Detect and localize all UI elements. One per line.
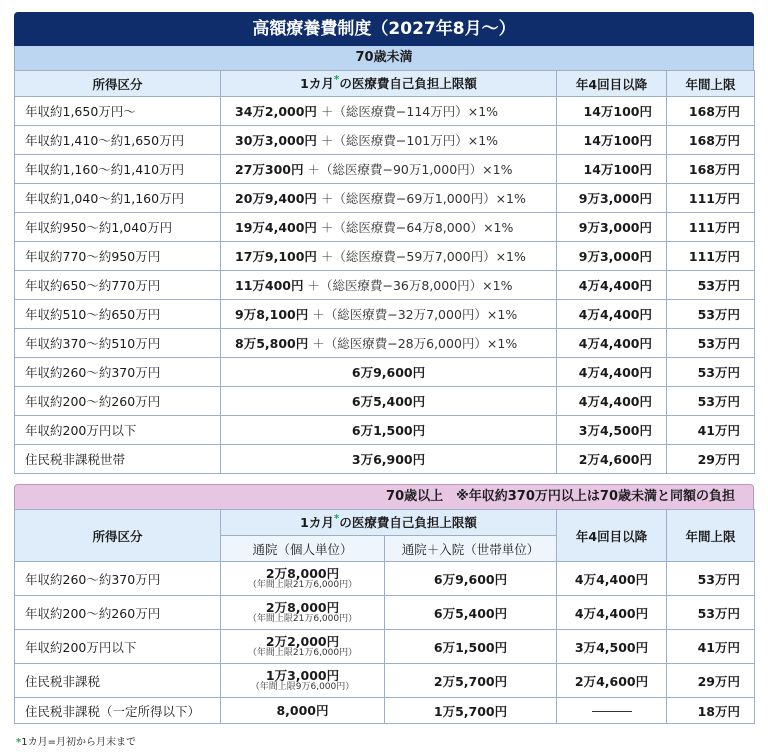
outpatient-annual-note: （年間上限21万6,000円）	[247, 648, 358, 658]
annual-limit: 53万円	[667, 562, 755, 596]
limit-amount: 8万5,800円	[235, 336, 309, 351]
outpatient-cell	[221, 596, 385, 630]
limit-amount: 30万3,000円	[235, 133, 317, 148]
outpatient-cell	[221, 630, 385, 664]
fourth-time-amount: 3万4,500円	[557, 630, 667, 664]
limit-formula: ＋（総医療費−114万円）×1%	[320, 104, 499, 119]
income-category: 年収約950〜約1,040万円	[15, 213, 221, 242]
footnote-asterisk: *	[16, 737, 22, 748]
fourth-time-amount: 4万4,400円	[557, 596, 667, 630]
limit-amount: 19万4,400円	[235, 220, 317, 235]
limit-table-container	[14, 12, 754, 724]
table-row	[15, 300, 755, 329]
header-category: 所得区分	[15, 71, 221, 97]
table-row	[15, 97, 755, 126]
fourth-time-amount: 4万4,400円	[557, 329, 667, 358]
header-outpatient-inpatient: 通院＋入院（世帯単位）	[385, 536, 557, 562]
income-category: 年収約650〜約770万円	[15, 271, 221, 300]
fourth-time-amount: 2万4,600円	[557, 664, 667, 698]
not-applicable-dash	[592, 711, 632, 712]
annual-limit: 53万円	[667, 358, 755, 387]
annual-limit: 111万円	[667, 242, 755, 271]
under70-band: 70歳未満	[14, 46, 754, 70]
table-row	[15, 242, 755, 271]
fourth-time-amount: 14万100円	[557, 155, 667, 184]
header-annual-limit: 年間上限	[667, 510, 755, 562]
fourth-time-amount: 9万3,000円	[557, 184, 667, 213]
income-category: 年収約1,650万円〜	[15, 97, 221, 126]
income-category: 年収約260〜約370万円	[15, 358, 221, 387]
outpatient-cell	[221, 664, 385, 698]
limit-amount: 20万9,400円	[235, 191, 317, 206]
limit-amount: 11万400円	[235, 278, 304, 293]
income-category: 年収約200〜約260万円	[15, 387, 221, 416]
limit-amount: 6万1,500円	[221, 416, 557, 445]
header-monthly-limit: 1カ月*の医療費自己負担上限額	[221, 510, 557, 536]
header-fourth-time: 年4回目以降	[557, 510, 667, 562]
limit-formula: ＋（総医療費−36万8,000円）×1%	[307, 278, 513, 293]
limit-formula: ＋（総医療費−28万6,000円）×1%	[312, 336, 518, 351]
table-row	[15, 155, 755, 184]
limit-amount: 6万5,400円	[221, 387, 557, 416]
table-row	[15, 387, 755, 416]
header-category: 所得区分	[15, 510, 221, 562]
outpatient-annual-note: （年間上限9万6,000円）	[250, 682, 355, 692]
annual-limit: 168万円	[667, 126, 755, 155]
outpatient-amount: 1万3,000円	[265, 668, 340, 683]
annual-limit: 53万円	[667, 329, 755, 358]
annual-limit: 53万円	[667, 387, 755, 416]
limit-formula: ＋（総医療費−90万1,000円）×1%	[307, 162, 513, 177]
annual-limit: 41万円	[667, 630, 755, 664]
monthly-limit-cell	[221, 126, 557, 155]
table-row	[15, 184, 755, 213]
limit-amount: 3万6,900円	[221, 445, 557, 474]
outpatient-amount: 8,000円	[276, 703, 329, 718]
footnote: *1カ月=月初から月末まで	[16, 737, 136, 748]
monthly-limit-cell	[221, 97, 557, 126]
fourth-time-amount: 9万3,000円	[557, 242, 667, 271]
page-title: 高額療養費制度（2027年8月〜）	[14, 12, 754, 46]
combined-amount: 1万5,700円	[385, 698, 557, 724]
income-category: 年収約1,040〜約1,160万円	[15, 184, 221, 213]
outpatient-annual-note: （年間上限21万6,000円）	[247, 580, 358, 590]
header-monthly-limit: 1カ月*の医療費自己負担上限額	[221, 71, 557, 97]
under70-table	[14, 70, 755, 474]
annual-limit: 168万円	[667, 155, 755, 184]
limit-amount: 17万9,100円	[235, 249, 317, 264]
monthly-limit-cell	[221, 271, 557, 300]
monthly-limit-cell	[221, 184, 557, 213]
income-category: 年収約1,160〜約1,410万円	[15, 155, 221, 184]
monthly-limit-cell	[221, 300, 557, 329]
limit-amount: 27万300円	[235, 162, 304, 177]
monthly-limit-cell	[221, 329, 557, 358]
monthly-limit-cell	[221, 242, 557, 271]
annual-limit: 53万円	[667, 271, 755, 300]
outpatient-annual-note: （年間上限21万6,000円）	[247, 614, 358, 624]
fourth-time-amount: 4万4,400円	[557, 387, 667, 416]
annual-limit: 29万円	[667, 445, 755, 474]
income-category: 年収約260〜約370万円	[15, 562, 221, 596]
annual-limit: 53万円	[667, 596, 755, 630]
over70-table	[14, 509, 755, 724]
annual-limit: 53万円	[667, 300, 755, 329]
table-row	[15, 562, 755, 596]
table-row	[15, 445, 755, 474]
income-category: 年収約1,410〜約1,650万円	[15, 126, 221, 155]
table-row	[15, 329, 755, 358]
combined-amount: 6万9,600円	[385, 562, 557, 596]
monthly-limit-cell	[221, 155, 557, 184]
fourth-time-amount: 9万3,000円	[557, 213, 667, 242]
fourth-time-amount: 2万4,600円	[557, 445, 667, 474]
outpatient-amount: 2万8,000円	[265, 600, 340, 615]
annual-limit: 168万円	[667, 97, 755, 126]
fourth-time-amount: 3万4,500円	[557, 416, 667, 445]
table-row	[15, 664, 755, 698]
outpatient-cell	[221, 562, 385, 596]
fourth-time-amount: 4万4,400円	[557, 300, 667, 329]
income-category: 住民税非課税（一定所得以下）	[15, 698, 221, 724]
fourth-time-amount: 4万4,400円	[557, 271, 667, 300]
limit-formula: ＋（総医療費−59万7,000円）×1%	[320, 249, 526, 264]
over70-band: 70歳以上 ※年収約370万円以上は70歳未満と同額の負担	[14, 484, 754, 509]
monthly-limit-cell	[221, 213, 557, 242]
outpatient-amount: 2万2,000円	[265, 634, 340, 649]
annual-limit: 18万円	[667, 698, 755, 724]
annual-limit: 29万円	[667, 664, 755, 698]
fourth-time-cell	[557, 698, 667, 724]
limit-amount: 34万2,000円	[235, 104, 317, 119]
table-row	[15, 213, 755, 242]
fourth-time-amount: 4万4,400円	[557, 358, 667, 387]
limit-formula: ＋（総医療費−69万1,000円）×1%	[320, 191, 526, 206]
table-row	[15, 630, 755, 664]
fourth-time-amount: 14万100円	[557, 126, 667, 155]
header-annual-limit: 年間上限	[667, 71, 755, 97]
income-category: 住民税非課税世帯	[15, 445, 221, 474]
table-row	[15, 358, 755, 387]
annual-limit: 111万円	[667, 184, 755, 213]
outpatient-cell	[221, 698, 385, 724]
combined-amount: 6万5,400円	[385, 596, 557, 630]
combined-amount: 2万5,700円	[385, 664, 557, 698]
income-category: 年収約770〜約950万円	[15, 242, 221, 271]
income-category: 住民税非課税	[15, 664, 221, 698]
income-category: 年収約510〜約650万円	[15, 300, 221, 329]
table-row	[15, 126, 755, 155]
limit-amount: 6万9,600円	[221, 358, 557, 387]
annual-limit: 111万円	[667, 213, 755, 242]
annual-limit: 41万円	[667, 416, 755, 445]
table-row	[15, 416, 755, 445]
header-fourth-time: 年4回目以降	[557, 71, 667, 97]
table-row	[15, 271, 755, 300]
table-row	[15, 596, 755, 630]
table-row	[15, 698, 755, 724]
income-category: 年収約200万円以下	[15, 630, 221, 664]
income-category: 年収約200万円以下	[15, 416, 221, 445]
income-category: 年収約370〜約510万円	[15, 329, 221, 358]
income-category: 年収約200〜約260万円	[15, 596, 221, 630]
limit-formula: ＋（総医療費−101万円）×1%	[320, 133, 499, 148]
outpatient-amount: 2万8,000円	[265, 566, 340, 581]
limit-formula: ＋（総医療費−64万8,000）×1%	[320, 220, 514, 235]
limit-formula: ＋（総医療費−32万7,000円）×1%	[312, 307, 518, 322]
limit-amount: 9万8,100円	[235, 307, 309, 322]
fourth-time-amount: 4万4,400円	[557, 562, 667, 596]
fourth-time-amount: 14万100円	[557, 97, 667, 126]
combined-amount: 6万1,500円	[385, 630, 557, 664]
header-outpatient: 通院（個人単位）	[221, 536, 385, 562]
